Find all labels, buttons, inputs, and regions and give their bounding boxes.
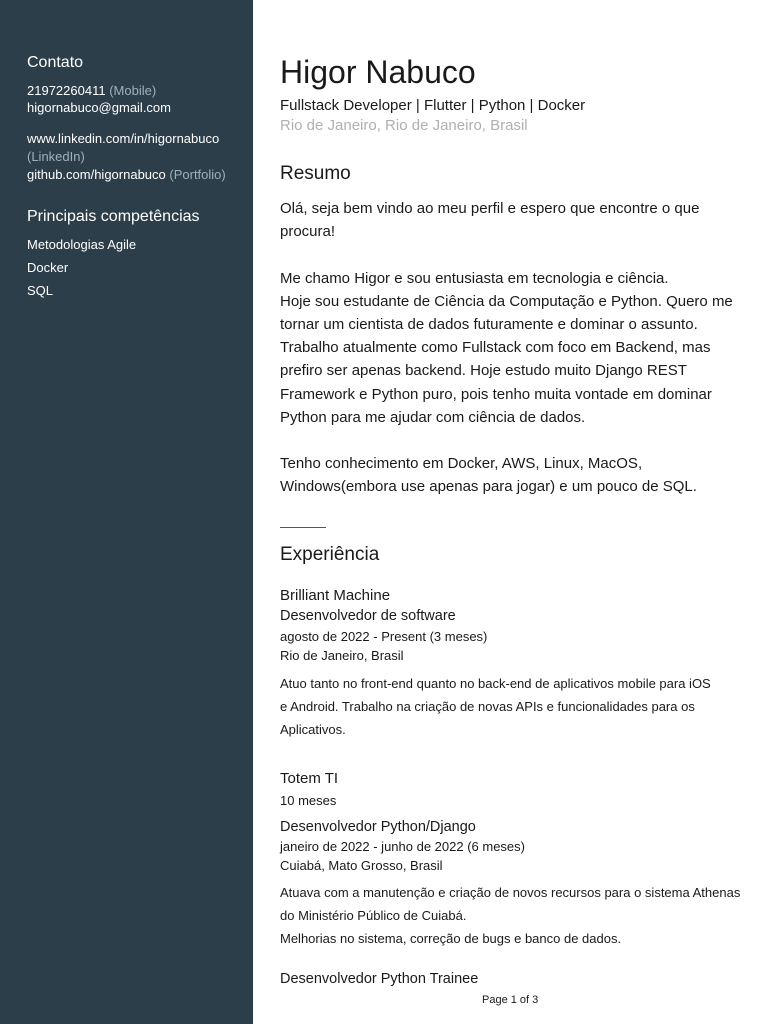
skills-heading: Principais competências <box>27 208 200 225</box>
job-description-line: e Android. Trabalho na criação de novas APIs e funcionalidades para os <box>280 699 695 714</box>
job-role: Desenvolvedor de software <box>280 608 456 624</box>
job-role: Desenvolvedor Python/Django <box>280 819 476 835</box>
job-description-line: Melhorias no sistema, correção de bugs e banco de dados. <box>280 931 622 946</box>
phone-type: (Mobile) <box>109 83 157 98</box>
linkedin-label: (LinkedIn) <box>27 149 85 164</box>
job-location: Rio de Janeiro, Brasil <box>280 648 404 663</box>
job-description-line: Aplicativos. <box>280 722 346 737</box>
summary-line: Trabalho atualmente como Fullstack com foco em Backend, mas <box>280 339 711 357</box>
section-divider <box>280 527 326 528</box>
summary-heading: Resumo <box>280 163 351 184</box>
profile-name: Higor Nabuco <box>280 54 476 90</box>
skill-item: SQL <box>27 283 54 298</box>
profile-headline: Fullstack Developer | Flutter | Python | Docker <box>280 97 586 114</box>
summary-text <box>280 197 733 499</box>
job-description <box>280 881 740 950</box>
job-period: agosto de 2022 - Present (3 meses) <box>280 629 488 644</box>
summary-blank <box>280 429 733 452</box>
job-description-line: do Ministério Público de Cuiabá. <box>280 908 467 923</box>
contact-heading: Contato <box>27 54 84 71</box>
summary-blank <box>280 243 733 266</box>
summary-line: tornar um cientista de dados futuramente e dominar o assunto. <box>280 316 698 333</box>
sidebar <box>0 0 253 1024</box>
job-period: janeiro de 2022 - junho de 2022 (6 meses) <box>280 839 525 854</box>
summary-line: Me chamo Higor e sou entusiasta em tecnologia e ciência. <box>280 269 669 287</box>
summary-line: Olá, seja bem vindo ao meu perfil e espero que encontre o que <box>280 200 700 217</box>
summary-line: procura! <box>280 223 336 241</box>
github-link[interactable]: github.com/higornabuco <box>27 167 166 182</box>
page-number: Page 1 of 3 <box>482 994 539 1006</box>
experience-heading: Experiência <box>280 544 380 565</box>
summary-line: prefiro ser apenas backend. Hoje estudo muito Django REST <box>280 362 687 380</box>
github-label: (Portfolio) <box>169 167 226 182</box>
github-line <box>27 166 226 183</box>
job-description <box>280 672 711 741</box>
profile-location: Rio de Janeiro, Rio de Janeiro, Brasil <box>280 117 528 134</box>
job-company: Totem TI <box>280 770 339 787</box>
job-role: Desenvolvedor Python Trainee <box>280 971 479 987</box>
summary-line: Python para me ajudar com ciência de dados. <box>280 408 586 426</box>
summary-line: Framework e Python puro, pois tenho muita vontade em dominar <box>280 385 712 403</box>
job-location: Cuiabá, Mato Grosso, Brasil <box>280 858 443 873</box>
job-description-line: Atuava com a manutenção e criação de novos recursos para o sistema Athenas <box>280 885 741 900</box>
job-duration: 10 meses <box>280 793 337 808</box>
summary-line: Hoje sou estudante de Ciência da Computação e Python. Quero me <box>280 292 733 310</box>
job-company: Brilliant Machine <box>280 587 391 604</box>
skill-item: Docker <box>27 260 69 275</box>
summary-line: Windows(embora use apenas para jogar) e um pouco de SQL. <box>280 478 697 496</box>
linkedin-link[interactable]: www.linkedin.com/in/higornabuco <box>27 131 220 146</box>
phone-number: 21972260411 <box>27 83 106 98</box>
email-link[interactable]: higornabuco@gmail.com <box>27 100 171 115</box>
summary-line: Tenho conhecimento em Docker, AWS, Linux, MacOS, <box>280 455 643 473</box>
job-description-line: Atuo tanto no front-end quanto no back-end de aplicativos mobile para iOS <box>280 676 711 691</box>
contact-phone-line <box>27 82 156 99</box>
skill-item: Metodologias Agile <box>27 237 137 252</box>
